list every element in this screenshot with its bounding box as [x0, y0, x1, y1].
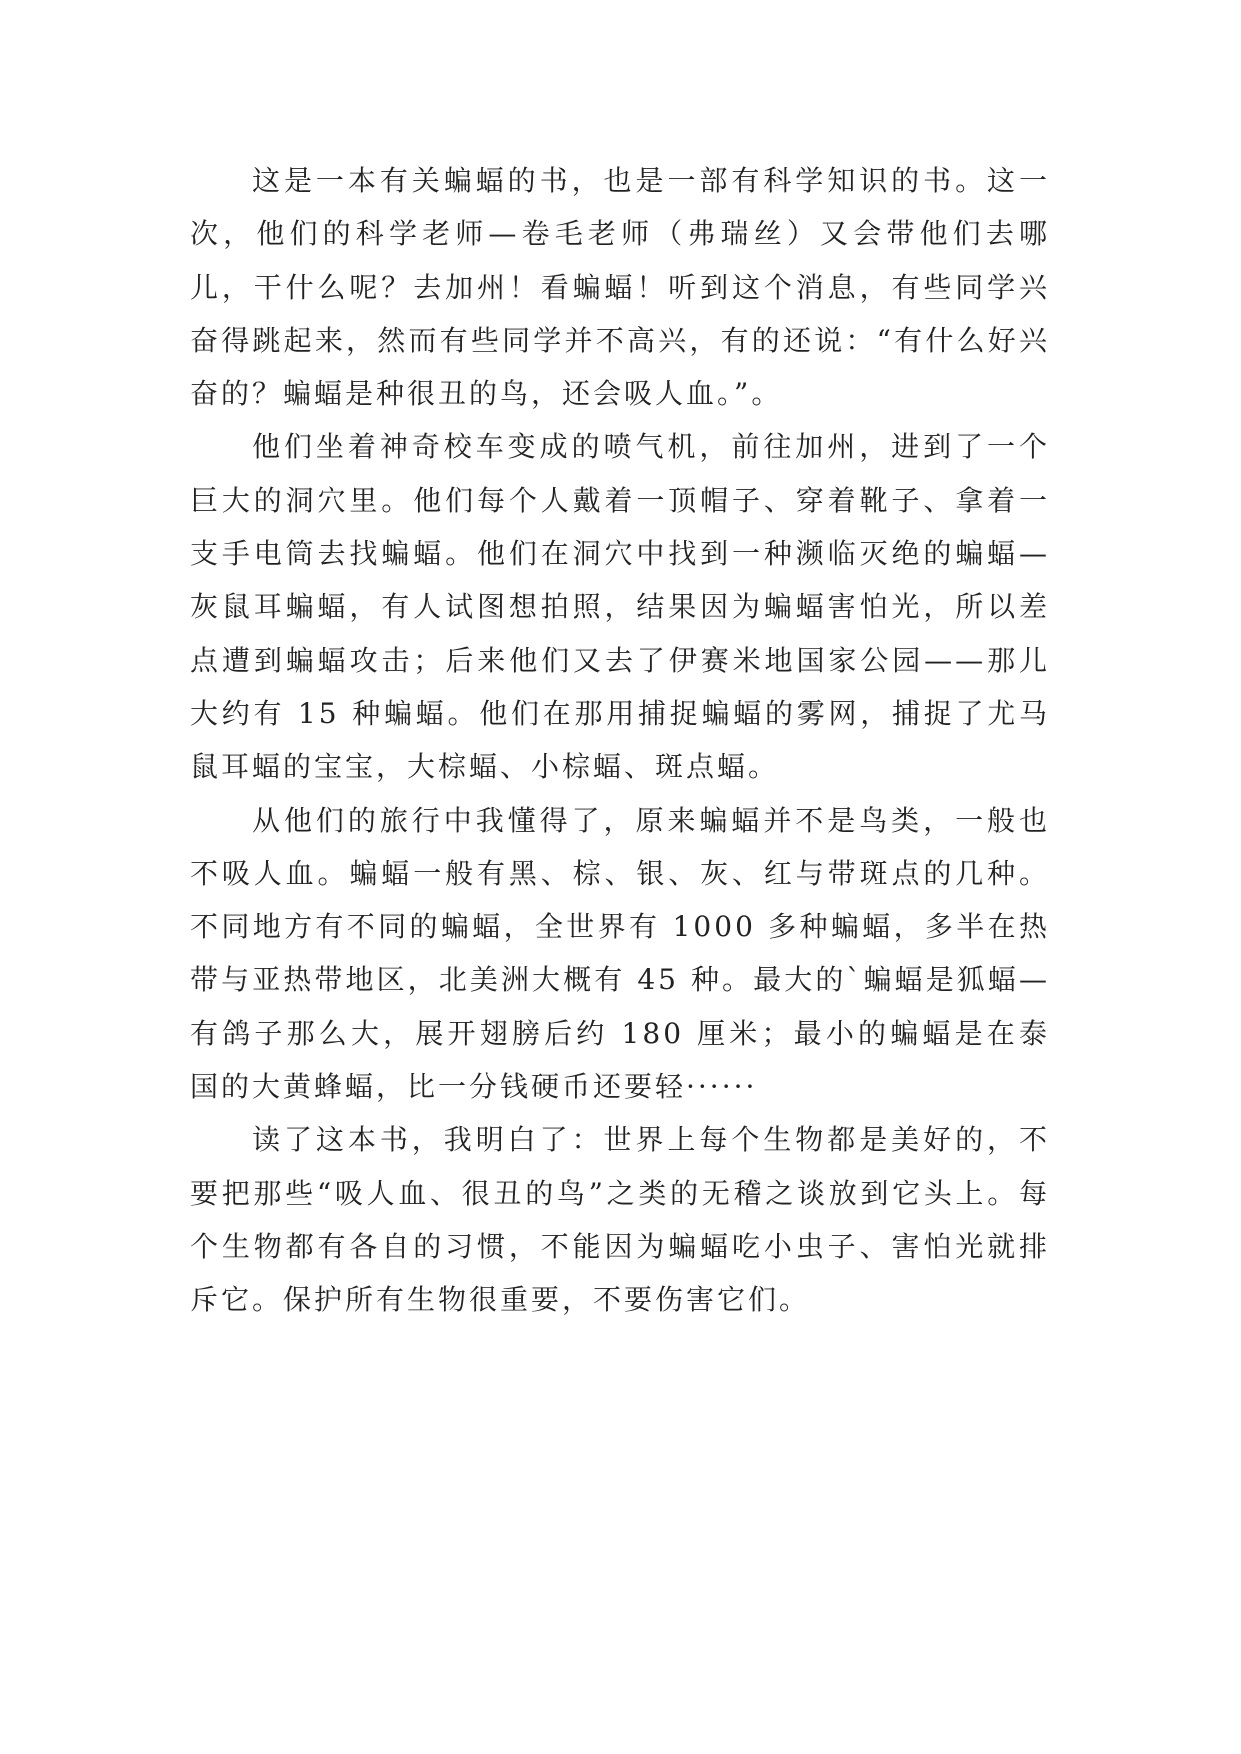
document-body — [190, 154, 1050, 1327]
paragraph-3: 从他们的旅行中我懂得了，原来蝙蝠并不是鸟类，一般也不吸人血。蝙蝠一般有黑、棕、银、灰、红与带斑点的几种。不同地方有不同的蝙蝠，全世界有 1000 多种蝙蝠，多半在热带与亚热带地区，北美洲大概有 45 种。最大的`蝙蝠是狐蝠—有鸽子那么大，展开翅膀后约 180 厘米；最小的蝙蝠是在泰国的大黄蜂蝠，比一分钱硬币还要轻······ — [190, 803, 1050, 1104]
paragraph-4: 读了这本书，我明白了：世界上每个生物都是美好的，不要把那些“吸人血、很丑的鸟”之类的无稽之谈放到它头上。每个生物都有各自的习惯，不能因为蝙蝠吃小虫子、害怕光就排斥它。保护所有生物很重要，不要伤害它们。 — [190, 1123, 1050, 1317]
paragraph-1: 这是一本有关蝙蝠的书，也是一部有科学知识的书。这一次，他们的科学老师—卷毛老师（弗瑞丝）又会带他们去哪儿，干什么呢？去加州！看蝙蝠！听到这个消息，有些同学兴奋得跳起来，然而有些同学并不高兴，有的还说：“有什么好兴奋的？蝙蝠是种很丑的鸟，还会吸人血。”。 — [190, 164, 1050, 411]
paragraph-2: 他们坐着神奇校车变成的喷气机，前往加州，进到了一个巨大的洞穴里。他们每个人戴着一顶帽子、穿着靴子、拿着一支手电筒去找蝙蝠。他们在洞穴中找到一种濒临灭绝的蝙蝠—灰鼠耳蝙蝠，有人试图想拍照，结果因为蝙蝠害怕光，所以差点遭到蝙蝠攻击；后来他们又去了伊赛米地国家公园——那儿大约有 15 种蝙蝠。他们在那用捕捉蝙蝠的雾网，捕捉了尤马鼠耳蝠的宝宝，大棕蝠、小棕蝠、斑点蝠。 — [190, 430, 1050, 784]
